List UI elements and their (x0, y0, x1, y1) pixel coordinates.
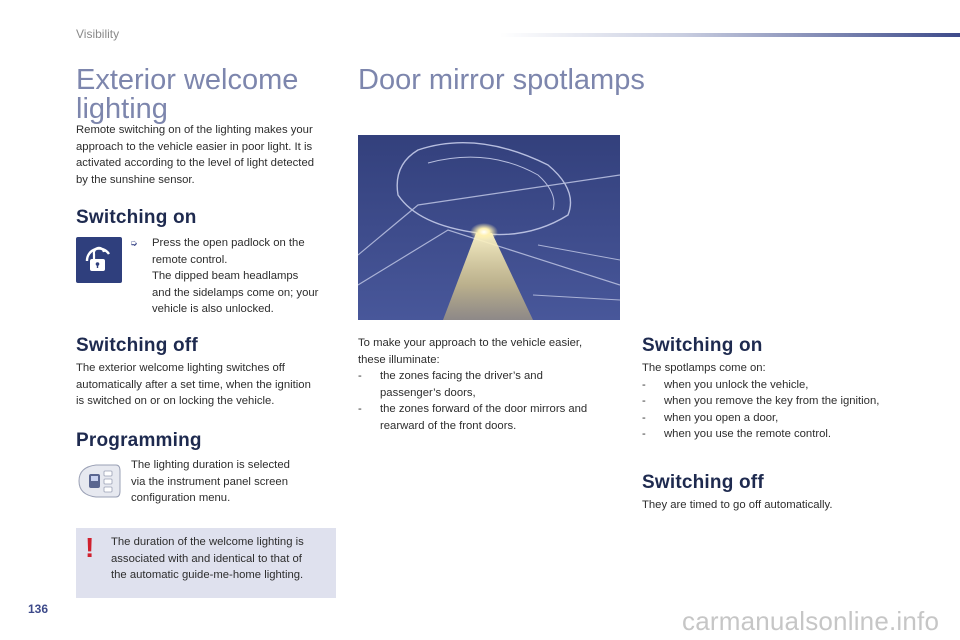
steering-control-icon (76, 461, 122, 501)
text-line: the automatic guide-me-home lighting. (111, 569, 304, 581)
text-line: The lighting duration is selected (131, 459, 290, 471)
middle-title: Door mirror spotlamps (358, 64, 645, 96)
text-line: the zones facing the driver’s and (380, 370, 543, 382)
arrow-bullet-icon: ➭ (130, 238, 138, 248)
text-line: The duration of the welcome lighting is (111, 536, 304, 548)
list-item (642, 426, 942, 443)
text-line: the zones forward of the door mirrors and (380, 403, 588, 415)
switching-on-text (130, 235, 340, 318)
text-line: and the sidelamps come on; your (152, 286, 319, 299)
page-number: 136 (28, 602, 49, 616)
list-item (358, 368, 618, 401)
text-line: automatically after a set time, when the ignition (76, 378, 311, 391)
header-rule (500, 33, 960, 37)
list-dash: - (642, 428, 646, 440)
switching-off-text (76, 360, 346, 410)
programming-heading: Programming (76, 430, 202, 451)
switching-off-heading: Switching off (76, 335, 198, 356)
mirror-spotlamp-illustration (358, 135, 620, 320)
left-title-line1: Exterior welcome (76, 64, 299, 96)
text-line: rearward of the front doors. (380, 419, 517, 432)
text-line: The dipped beam headlamps (152, 270, 299, 282)
exclamation-icon: ! (85, 532, 95, 563)
text-line: passenger’s doors, (380, 386, 476, 399)
text-line: Press the open padlock on the (152, 237, 305, 249)
list-dash: - (642, 378, 646, 391)
intro-line: by the sunshine sensor. (76, 173, 195, 186)
intro-line: approach to the vehicle easier in poor light. It is (76, 140, 313, 153)
right-switching-on-text (642, 360, 942, 443)
middle-text (358, 335, 618, 434)
text-line: associated with and identical to that of (111, 552, 302, 565)
programming-text (131, 457, 331, 507)
illumination-list (358, 368, 618, 434)
text-line: is switched on or on locking the vehicle. (76, 395, 275, 407)
text-line: To make your approach to the vehicle easier, (358, 337, 583, 349)
list-item-text: when you remove the key from the ignition, (664, 395, 880, 407)
text-line: vehicle is also unlocked. (152, 303, 274, 315)
list-dash: - (358, 403, 362, 415)
watermark: carmanualsonline.info (682, 606, 940, 636)
right-switching-off-heading: Switching off (642, 472, 764, 493)
switching-on-heading: Switching on (76, 207, 197, 228)
intro-line: activated according to the level of light detected (76, 157, 315, 169)
left-title (76, 66, 298, 124)
intro-line: Remote switching on of the lighting makes your (76, 124, 313, 136)
list-item (642, 377, 942, 394)
list-item (642, 393, 942, 410)
notice-box (76, 528, 336, 598)
text-line: The exterior welcome lighting switches off (76, 362, 285, 374)
list-item (642, 410, 942, 427)
text-line: via the instrument panel screen (131, 475, 288, 488)
list-dash: - (358, 370, 362, 382)
notice-text (111, 534, 333, 584)
left-title-line2: lighting (76, 93, 168, 125)
text-line: these illuminate: (358, 353, 440, 366)
text-line: The spotlamps come on: (642, 362, 766, 374)
text-line: configuration menu. (131, 492, 231, 504)
list-dash: - (642, 395, 646, 407)
text-line: remote control. (152, 253, 228, 266)
left-intro (76, 122, 346, 188)
list-item (358, 401, 618, 434)
open-padlock-icon (76, 237, 122, 283)
right-switching-on-heading: Switching on (642, 335, 763, 356)
list-dash: - (642, 411, 646, 424)
spotlamp-conditions-list (642, 377, 942, 443)
list-item-text: when you unlock the vehicle, (664, 378, 809, 391)
list-item-text: when you use the remote control. (664, 428, 832, 440)
section-label: Visibility (76, 27, 120, 41)
right-switching-off-text: They are timed to go off automatically. (642, 499, 833, 511)
list-item-text: when you open a door, (664, 411, 779, 424)
